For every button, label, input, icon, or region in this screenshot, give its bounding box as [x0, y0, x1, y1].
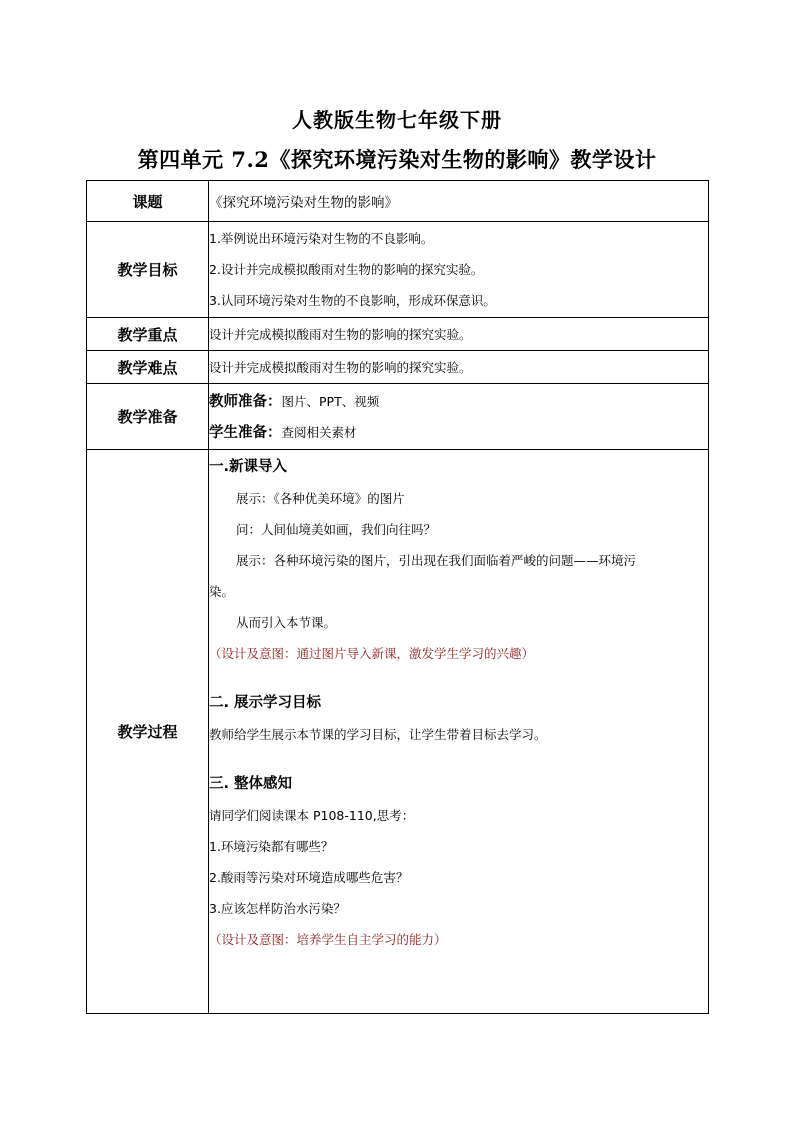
question-item: 1.环境污染都有哪些？: [209, 839, 334, 854]
question-item: 2.酸雨等污染对环境造成哪些危害？: [209, 870, 409, 885]
lesson-plan-table: [86, 180, 709, 1014]
design-intent-note: （设计及意图：培养学生自主学习的能力）: [209, 932, 447, 947]
process-text: 请同学们阅读课本 P108-110,思考：: [209, 808, 415, 823]
document-title: 人教版生物七年级下册: [292, 108, 502, 132]
preparation-label: 教学准备: [87, 384, 209, 450]
process-text: 展示：各种环境污染的图片，引出现在我们面临着严峻的问题——环境污: [236, 553, 637, 568]
objectives-list: [209, 222, 709, 318]
key-point-label: 教学重点: [87, 318, 209, 351]
row-process: [87, 450, 709, 1014]
objectives-label: 教学目标: [87, 222, 209, 318]
process-text: 问：人间仙境美如画，我们向往吗？: [236, 522, 437, 537]
process-label: 教学过程: [87, 450, 209, 1014]
teacher-prep-value: 图片、PPT、视频: [281, 393, 380, 409]
row-preparation: [87, 384, 709, 450]
row-objectives: [87, 222, 709, 318]
student-prep-value: 查阅相关素材: [281, 424, 357, 440]
row-key-point: [87, 318, 709, 351]
process-text: 教师给学生展示本节课的学习目标，让学生带着目标去学习。: [209, 727, 547, 742]
key-point-value: 设计并完成模拟酸雨对生物的影响的探究实验。: [209, 318, 709, 351]
student-prep-label: 学生准备：: [209, 424, 282, 441]
topic-value: 《探究环境污染对生物的影响》: [209, 181, 709, 222]
design-intent-note: （设计及意图：通过图片导入新课，激发学生学习的兴趣）: [209, 646, 535, 661]
process-content: [209, 450, 709, 1014]
document-subtitle: 第四单元 7.2《探究环境污染对生物的影响》教学设计: [137, 147, 657, 172]
row-topic: [87, 181, 709, 222]
section-heading: 一.新课导入: [209, 459, 288, 475]
objective-item: 2.设计并完成模拟酸雨对生物的影响的探究实验。: [209, 262, 484, 277]
process-text: 展示：《各种优美环境》的图片: [236, 491, 405, 506]
row-difficulty: [87, 351, 709, 384]
process-text: 染。: [209, 584, 235, 599]
objective-item: 3.认同环境污染对生物的不良影响，形成环保意识。: [209, 293, 496, 308]
section-heading: 三. 整体感知: [209, 776, 293, 792]
difficulty-label: 教学难点: [87, 351, 209, 384]
preparation-content: [209, 384, 709, 450]
objective-item: 1.举例说出环境污染对生物的不良影响。: [209, 231, 434, 246]
topic-label: 课题: [87, 181, 209, 222]
difficulty-value: 设计并完成模拟酸雨对生物的影响的探究实验。: [209, 351, 709, 384]
process-text: 从而引入本节课。: [236, 615, 337, 630]
teacher-prep-label: 教师准备：: [209, 393, 282, 410]
section-heading: 二. 展示学习目标: [209, 695, 322, 711]
question-item: 3.应该怎样防治水污染？: [209, 901, 346, 916]
